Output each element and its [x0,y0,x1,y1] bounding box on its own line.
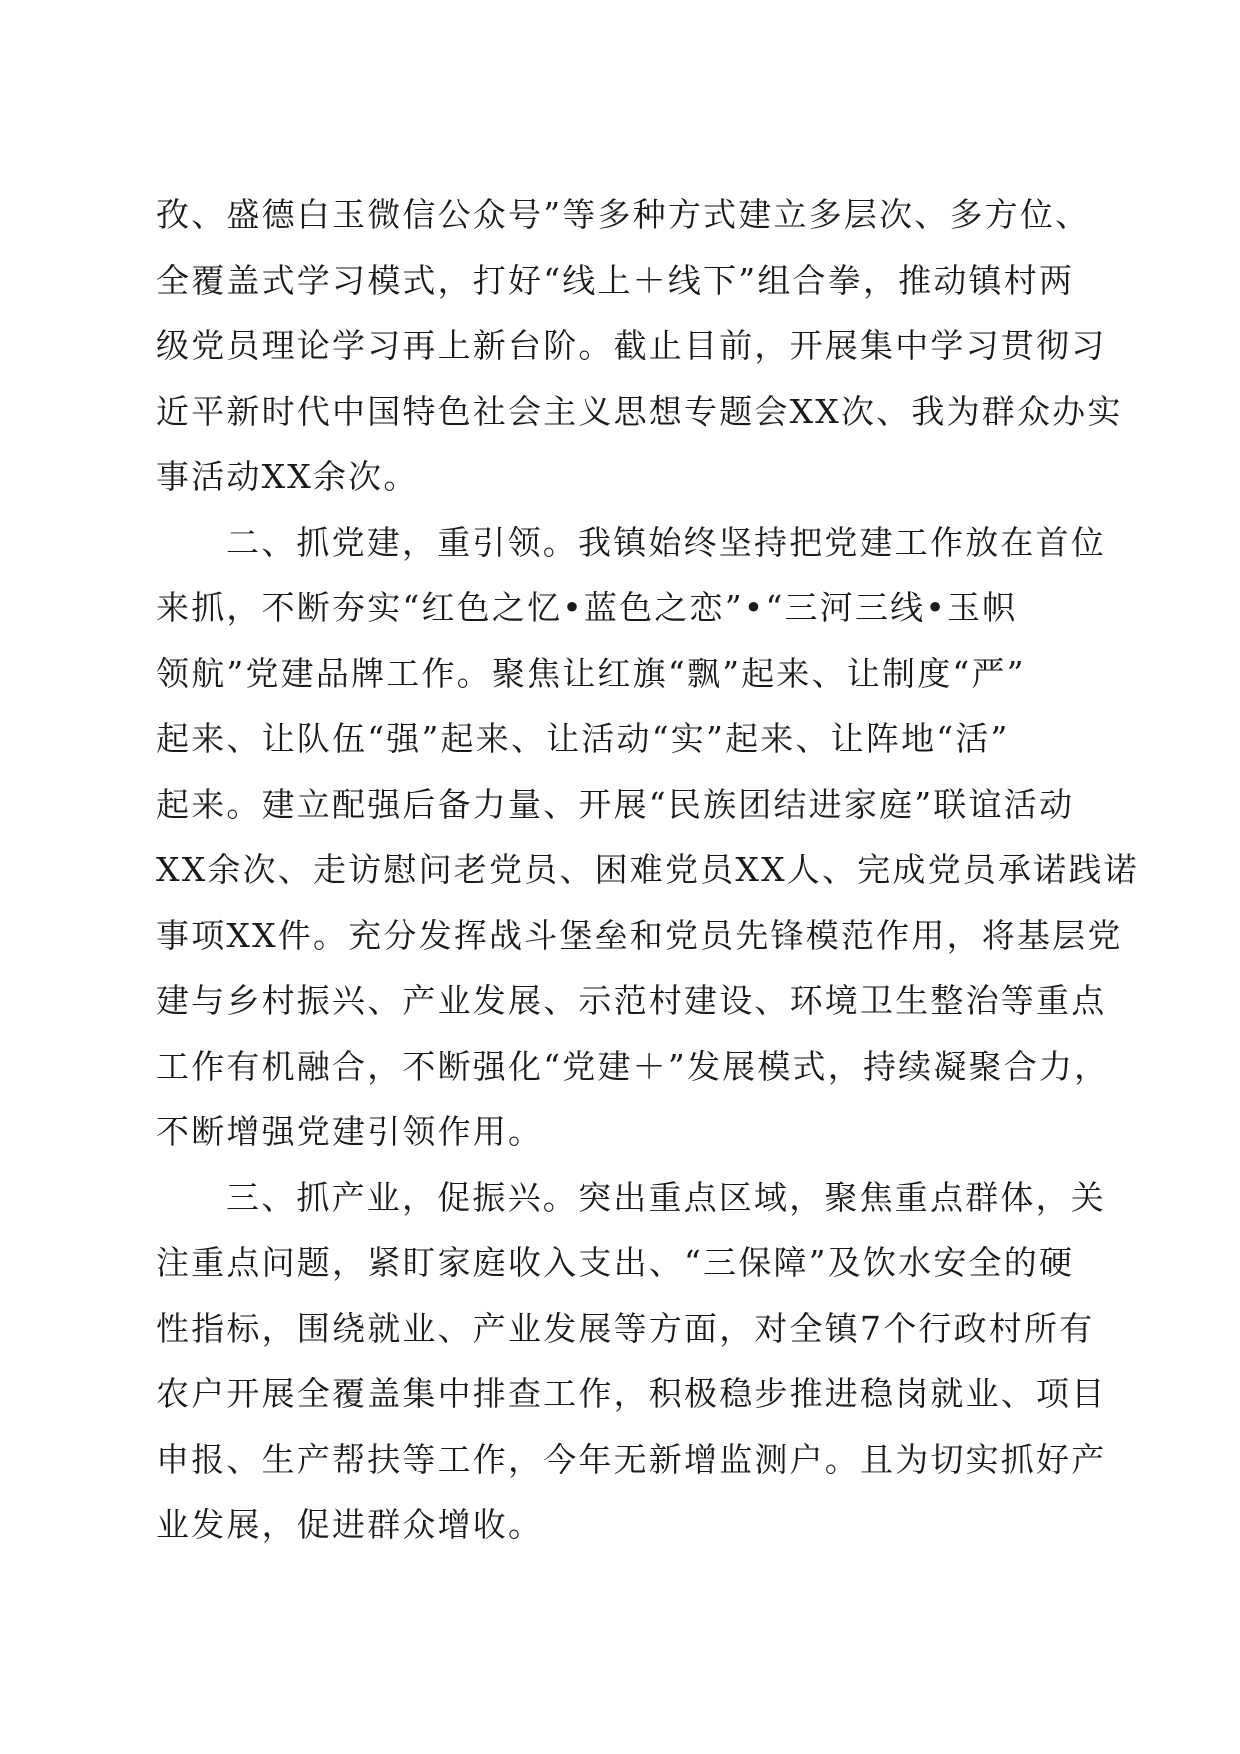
text-line: 起来。建立配强后备力量、开展“民族团结进家庭”联谊活动 [156,784,1075,824]
text-line: 三、抓产业，促振兴。突出重点区域，聚焦重点群体，关 [226,1177,1106,1217]
text-line: 不断增强党建引领作用。 [156,1112,544,1151]
text-line: 来抓，不断夯实“红色之忆•蓝色之恋”•“三河三线•玉帜 [156,588,1018,627]
text-line: 级党员理论学习再上新台阶。截止目前，开展集中学习贯彻习 [156,326,1107,365]
text-line: 二、抓党建，重引领。我镇始终坚持把党建工作放在首位 [226,522,1106,562]
document-body [156,182,1139,1558]
paragraph-industry [156,1165,1107,1558]
text-line: 事活动XX余次。 [156,457,419,496]
text-line: 领航”党建品牌工作。聚焦让红旗“飘”起来、让制度“严” [156,653,1026,693]
text-line: 业发展，促进群众增收。 [156,1505,544,1544]
text-line: 农户开展全覆盖集中排查工作，积极稳步推进稳岗就业、项目 [156,1374,1107,1413]
paragraph-learning [156,182,1123,510]
text-line: 全覆盖式学习模式，打好“线上＋线下”组合拳，推动镇村两 [156,260,1075,300]
text-line: XX余次、走访慰问老党员、困难党员XX人、完成党员承诺践诺 [156,850,1139,889]
text-line: 起来、让队伍“强”起来、让活动“实”起来、让阵地“活” [156,719,1010,758]
text-line: 事项XX件。充分发挥战斗堡垒和党员先锋模范作用，将基层党 [156,915,1123,955]
text-line: 性指标，围绕就业、产业发展等方面，对全镇7个行政村所有 [156,1308,1095,1348]
text-line: 注重点问题，紧盯家庭收入支出、“三保障”及饮水安全的硬 [156,1243,1075,1282]
text-line: 工作有机融合，不断强化“党建＋”发展模式，持续凝聚合力， [156,1046,1110,1086]
text-line: 近平新时代中国特色社会主义思想专题会XX次、我为群众办实 [156,391,1123,431]
text-line: 建与乡村振兴、产业发展、示范村建设、环境卫生整治等重点 [156,981,1107,1020]
paragraph-party-building [156,510,1139,1165]
text-line: 孜、盛德白玉微信公众号”等多种方式建立多层次、多方位、 [156,195,1091,234]
text-line: 申报、生产帮扶等工作，今年无新增监测户。且为切实抓好产 [156,1439,1107,1479]
